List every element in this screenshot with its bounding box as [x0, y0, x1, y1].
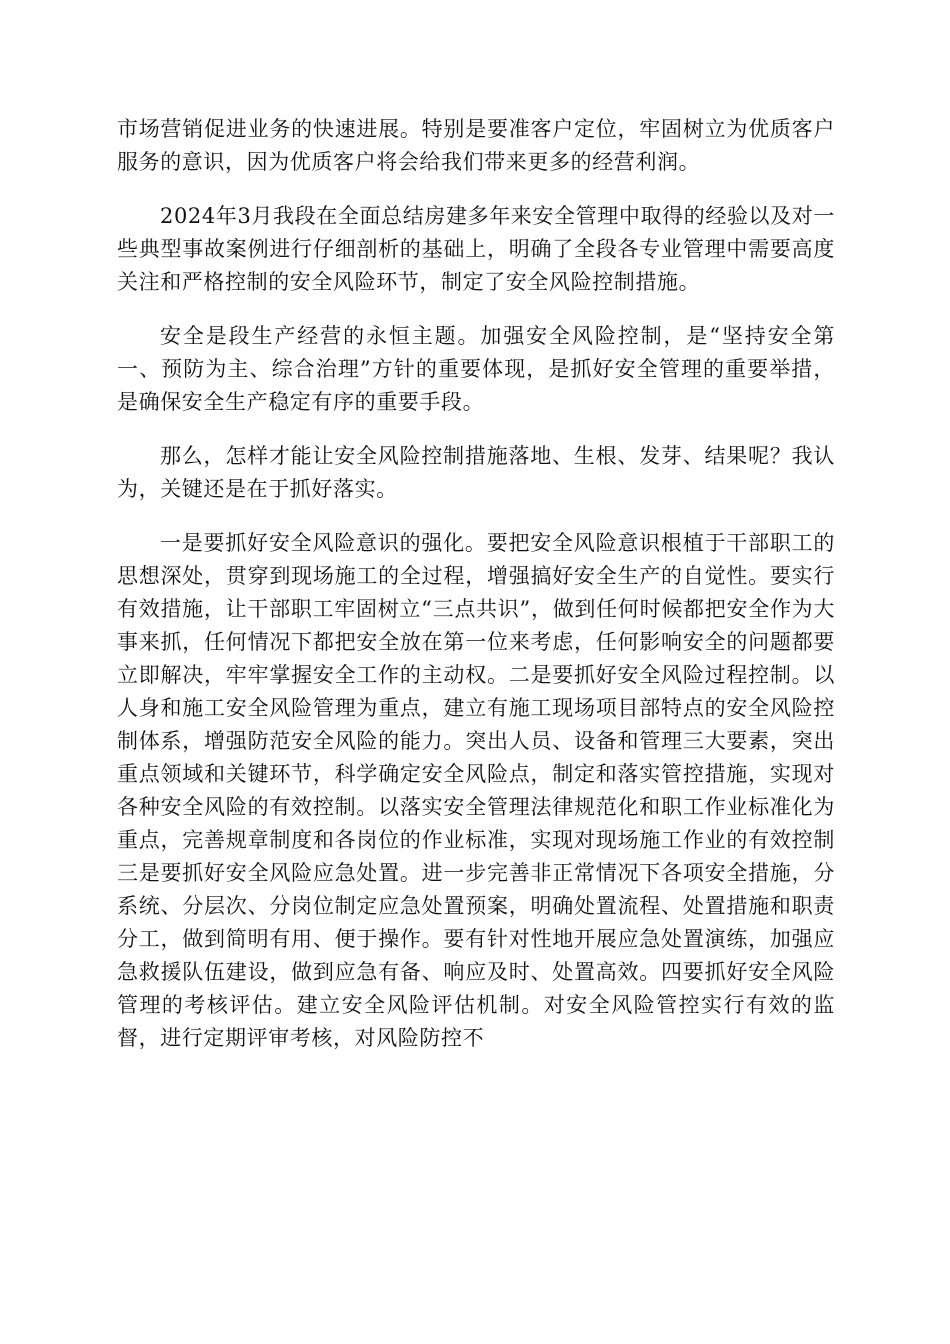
document-body	[117, 113, 835, 1076]
paragraph-continuation: 市场营销促进业务的快速进展。特别是要准客户定位，牢固树立为优质客户服务的意识，因为优质客户将会给我们带来更多的经营利润。	[117, 117, 835, 174]
paragraph-measures: 一是要抓好安全风险意识的强化。要把安全风险意识根植于干部职工的思想深处，贯穿到现场施工的全过程，增强搞好安全生产的自觉性。要实行有效措施，让干部职工牢固树立“三点共识”，做到任何时候都把安全作为大事来抓，任何情况下都把安全放在第一位来考虑，任何影响安全的问题都要立即解决，牢牢掌握安全工作的主动权。二是要抓好安全风险过程控制。以人身和施工安全风险管理为重点，建立有施工现场项目部特点的安全风险控制体系，增强防范安全风险的能力。突出人员、设备和管理三大要素，突出重点领域和关键环节，科学确定安全风险点，制定和落实管控措施，实现对各种安全风险的有效控制。以落实安全管理法律规范化和职工作业标准化为重点，完善规章制度和各岗位的作业标准，实现对现场施工作业的有效控制三是要抓好安全风险应急处置。进一步完善非正常情况下各项安全措施，分系统、分层次、分岗位制定应急处置预案，明确处置流程、处置措施和职责分工，做到简明有用、便于操作。要有针对性地开展应急处置演练，加强应急救援队伍建设，做到应急有备、响应及时、处置高效。四要抓好安全风险管理的考核评估。建立安全风险评估机制。对安全风险管控实行有效的监督，进行定期评审考核，对风险防控不	[117, 531, 835, 1050]
paragraph-background: 2024年3月我段在全面总结房建多年来安全管理中取得的经验以及对一些典型事故案例进行仔细剖析的基础上，明确了全段各专业管理中需要高度关注和严格控制的安全风险环节，制定了安全风险控制措施。	[117, 204, 835, 294]
paragraph-question: 那么，怎样才能让安全风险控制措施落地、生根、发芽、结果呢？我认为，关键还是在于抓好落实。	[117, 444, 835, 501]
paragraph-safety-theme: 安全是段生产经营的永恒主题。加强安全风险控制，是“坚持安全第一、预防为主、综合治理”方针的重要体现，是抓好安全管理的重要举措，是确保安全生产稳定有序的重要手段。	[117, 324, 835, 414]
